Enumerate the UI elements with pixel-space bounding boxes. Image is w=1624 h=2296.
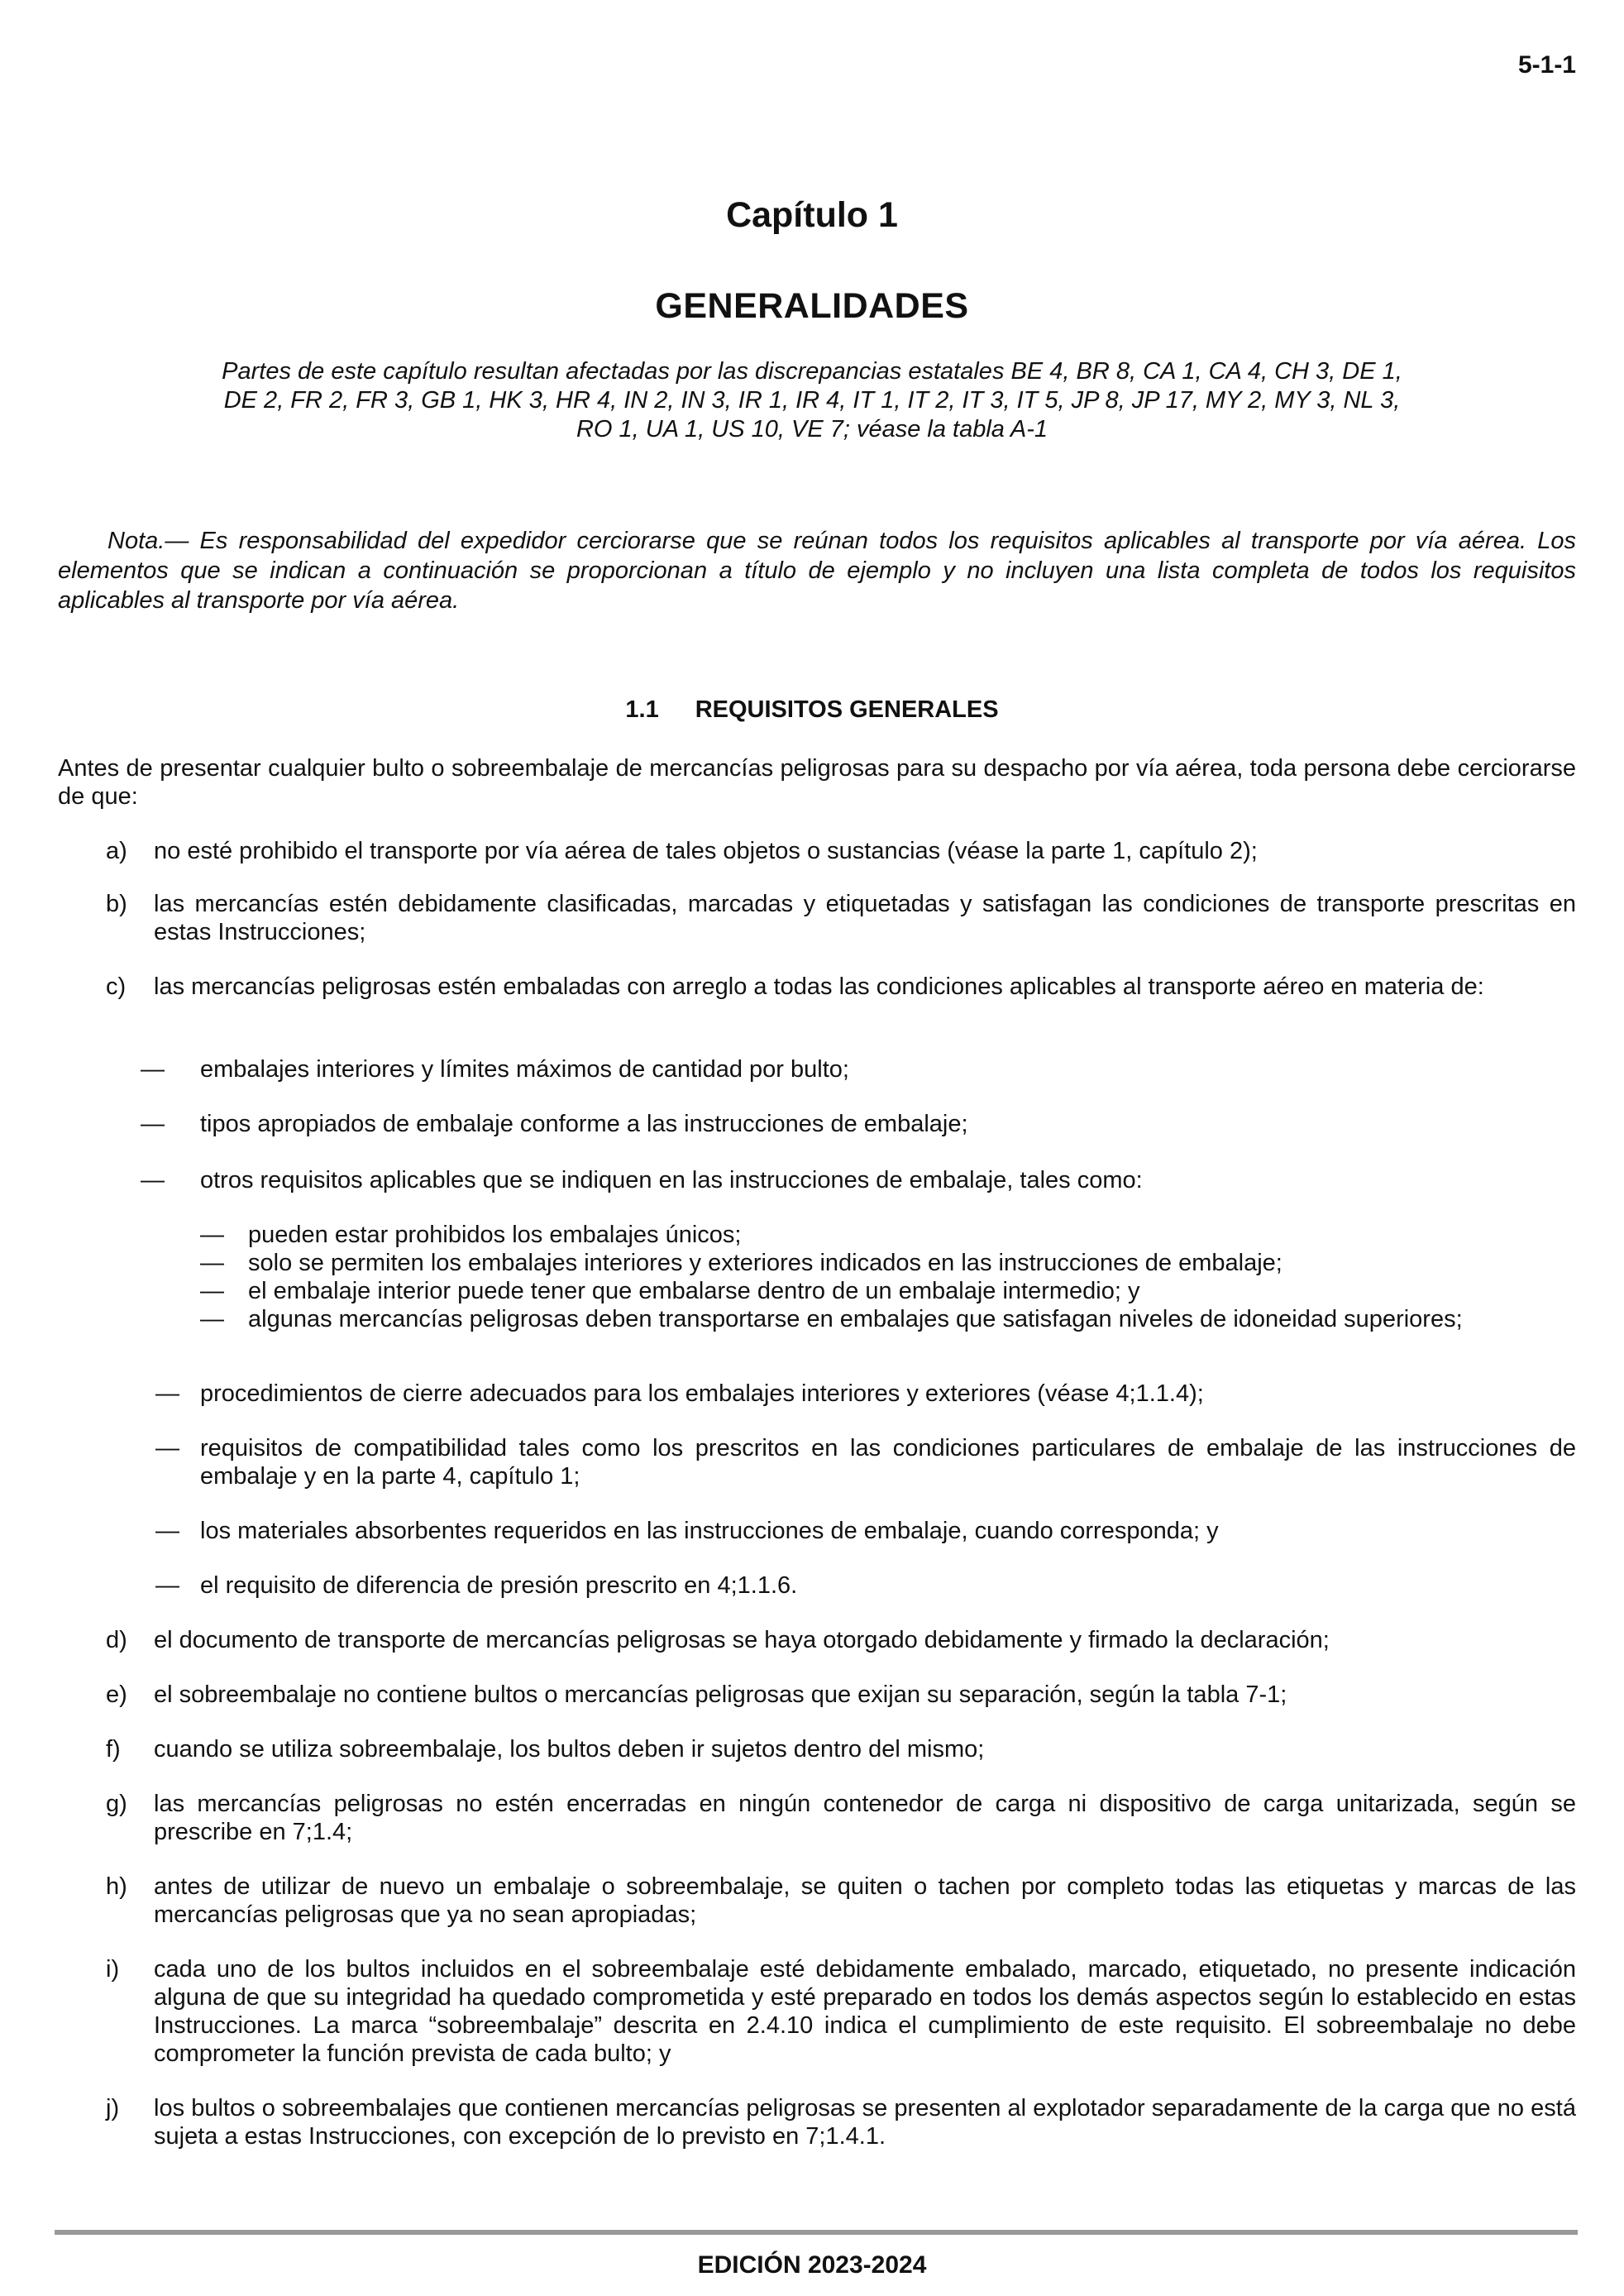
list-item-text: las mercancías peligrosas no estén encerradas en ningún contenedor de carga ni dispositivo de carga unitarizada, según se prescribe en 7;1.4; xyxy=(154,1791,1576,1845)
sub-item-text: requisitos de compatibilidad tales como los prescritos en las condiciones particulares de embalaje de las instrucciones de embalaje y en la parte 4, capítulo 1; xyxy=(200,1435,1576,1490)
sub-sub-item-text: el embalaje interior puede tener que embalarse dentro de un embalaje intermedio; y xyxy=(248,1278,1140,1304)
list-item-b xyxy=(106,890,1576,946)
list-item-e xyxy=(106,1681,1576,1709)
sub-item-text: procedimientos de cierre adecuados para los embalajes interiores y exteriores (véase 4;1.1.4); xyxy=(200,1380,1204,1407)
sub-sub-item-text: pueden estar prohibidos los embalajes únicos; xyxy=(248,1222,742,1248)
dash-marker: — xyxy=(155,1435,179,1461)
list-item-text: las mercancías estén debidamente clasificadas, marcadas y etiquetadas y satisfagan las condiciones de transporte prescritas en estas Instrucciones; xyxy=(154,891,1576,945)
list-item-text: el documento de transporte de mercancías peligrosas se haya otorgado debidamente y firmado la declaración; xyxy=(154,1627,1330,1653)
section-number: 1.1 xyxy=(625,696,659,723)
dash-marker: — xyxy=(200,1250,224,1276)
list-item-text: antes de utilizar de nuevo un embalaje o sobreembalaje, se quiten o tachen por completo todas las etiquetas y marcas de las mercancías peligrosas que ya no sean apropiadas; xyxy=(154,1873,1576,1928)
list-item-c xyxy=(106,973,1576,1001)
chapter-subtitle: GENERALIDADES xyxy=(655,286,969,326)
list-marker: f) xyxy=(106,1736,121,1763)
sub-item xyxy=(141,1166,1576,1194)
list-item-text: no esté prohibido el transporte por vía aérea de tales objetos o sustancias (véase la parte 1, capítulo 2); xyxy=(154,838,1258,864)
list-marker: e) xyxy=(106,1681,127,1708)
section-heading xyxy=(0,696,1624,724)
note-paragraph: Nota.— Es responsabilidad del expedidor cerciorarse que se reúnan todos los requisitos aplicables al transporte por vía aérea. Los elementos que se indican a continuación se proporcionan a título de ejemplo y no incluyen una lista completa de todos los requisitos aplicables al transporte por vía aérea. xyxy=(58,528,1576,614)
sub-sub-item xyxy=(200,1249,1576,1277)
state-discrepancies-notice: Partes de este capítulo resultan afectadas por las discrepancias estatales BE 4, BR 8, CA 1, CA 4, CH 3, DE 1, DE 2, FR 2, FR 3, GB 1, HK 3, HR 4, IN 2, IN 3, IR 1, IR 4, IT 1, IT 2, IT 3, IT 5, JP 8, JP 17, MY 2, MY 3, NL 3, RO 1, UA 1, US 10, VE 7; véase la tabla A-1 xyxy=(222,358,1402,442)
list-marker: j) xyxy=(106,2095,120,2121)
list-marker: b) xyxy=(106,891,127,917)
sub-sub-item-text: solo se permiten los embalajes interiores y exteriores indicados en las instrucciones de embalaje; xyxy=(248,1250,1282,1276)
sub-item xyxy=(141,1110,1576,1138)
dash-marker: — xyxy=(155,1572,179,1599)
sub-item xyxy=(141,1055,1576,1083)
list-marker: d) xyxy=(106,1627,127,1653)
list-item-a xyxy=(106,837,1576,865)
sub-item-text: los materiales absorbentes requeridos en las instrucciones de embalaje, cuando corresponda; y xyxy=(200,1518,1219,1544)
list-item-text: cuando se utiliza sobreembalaje, los bultos deben ir sujetos dentro del mismo; xyxy=(154,1736,985,1763)
sub-sub-item xyxy=(200,1305,1576,1333)
list-item-text: los bultos o sobreembalajes que contienen mercancías peligrosas se presenten al explotador separadamente de la carga que no está sujeta a estas Instrucciones, con excepción de lo previsto en 7;1.4.1. xyxy=(154,2095,1576,2150)
intro-paragraph: Antes de presentar cualquier bulto o sobreembalaje de mercancías peligrosas para su despacho por vía aérea, toda persona debe cerciorarse de que: xyxy=(58,755,1576,810)
footer-divider xyxy=(55,2230,1578,2235)
sub-item xyxy=(155,1380,1576,1408)
dash-marker: — xyxy=(155,1380,179,1407)
list-item-j xyxy=(106,2094,1576,2150)
list-marker: a) xyxy=(106,838,127,864)
edition-footer: EDICIÓN 2023-2024 xyxy=(697,2251,927,2279)
list-marker: h) xyxy=(106,1873,127,1900)
dash-marker: — xyxy=(141,1111,165,1137)
sub-item-text: otros requisitos aplicables que se indiquen en las instrucciones de embalaje, tales como: xyxy=(200,1167,1143,1193)
list-item-text: cada uno de los bultos incluidos en el sobreembalaje esté debidamente embalado, marcado, etiquetado, no presente indicación alguna de que su integridad ha quedado comprometida y esté preparado en todos los demás aspectos según lo establecido en estas Instrucciones. La marca “sobreembalaje” descrita en 2.4.10 indica el cumplimiento de este requisito. El sobreembalaje no debe comprometer la función prevista de cada bulto; y xyxy=(154,1956,1576,2067)
dash-marker: — xyxy=(200,1222,224,1248)
dash-marker: — xyxy=(200,1278,224,1304)
sub-item-text: el requisito de diferencia de presión prescrito en 4;1.1.6. xyxy=(200,1572,798,1599)
list-item-h xyxy=(106,1873,1576,1929)
list-marker: g) xyxy=(106,1791,127,1817)
sub-sub-item xyxy=(200,1221,1576,1249)
sub-item-text: tipos apropiados de embalaje conforme a las instrucciones de embalaje; xyxy=(200,1111,968,1137)
sub-item-text: embalajes interiores y límites máximos de cantidad por bulto; xyxy=(200,1056,849,1083)
sub-item xyxy=(155,1571,1576,1600)
dash-marker: — xyxy=(155,1518,179,1544)
sub-item xyxy=(155,1517,1576,1545)
sub-sub-item-text: algunas mercancías peligrosas deben transportarse en embalajes que satisfagan niveles de idoneidad superiores; xyxy=(248,1306,1463,1332)
list-item-i xyxy=(106,1955,1576,2068)
dash-marker: — xyxy=(200,1306,224,1332)
section-title: REQUISITOS GENERALES xyxy=(695,696,999,723)
list-item-text: el sobreembalaje no contiene bultos o mercancías peligrosas que exijan su separación, según la tabla 7-1; xyxy=(154,1681,1287,1708)
list-item-g xyxy=(106,1790,1576,1846)
list-item-text: las mercancías peligrosas estén embaladas con arreglo a todas las condiciones aplicables al transporte aéreo en materia de: xyxy=(154,973,1484,1000)
page-number: 5-1-1 xyxy=(1517,51,1576,79)
list-item-f xyxy=(106,1735,1576,1763)
list-item-d xyxy=(106,1626,1576,1654)
chapter-title: Capítulo 1 xyxy=(726,195,898,235)
list-marker: i) xyxy=(106,1956,120,1983)
dash-marker: — xyxy=(141,1056,165,1083)
list-marker: c) xyxy=(106,973,127,1000)
dash-marker: — xyxy=(141,1167,165,1193)
sub-item xyxy=(155,1434,1576,1490)
sub-sub-item xyxy=(200,1277,1576,1305)
